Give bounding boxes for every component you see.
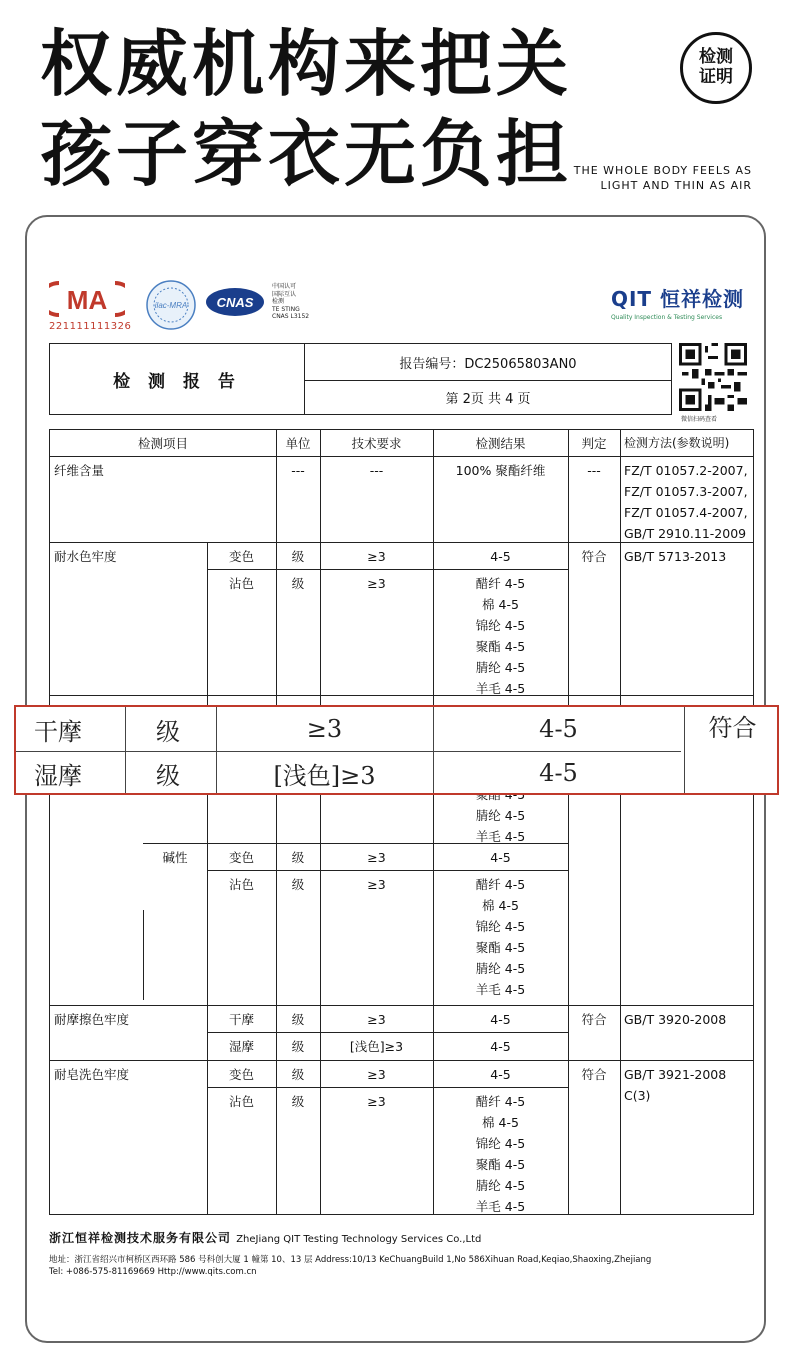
rub-dry-result: 4-5 xyxy=(490,1012,511,1027)
soap-stain-unit: 级 xyxy=(291,1094,305,1109)
result-line: 棉 4-5 xyxy=(482,1115,519,1130)
soap-stain-label: 沾色 xyxy=(228,1094,254,1109)
fiber-judgement: --- xyxy=(587,463,601,478)
water-stain-unit: 级 xyxy=(291,576,305,591)
water-stain-req: ≥3 xyxy=(367,576,386,591)
alkaline-stain-unit: 级 xyxy=(291,877,305,892)
rub-wet-label: 湿摩 xyxy=(228,1039,254,1054)
zoom-wet-unit: 级 xyxy=(156,761,180,790)
method-line: GB/T 3921-2008 xyxy=(624,1067,727,1082)
result-line: 聚酯 4-5 xyxy=(475,1157,526,1172)
zoom-judgement: 符合 xyxy=(708,713,757,742)
test-results-table xyxy=(49,429,754,1215)
footer-address: 地址：浙江省绍兴市柯桥区西环路 586 号科创大厦 1 幢第 10、13 层 Address:10/13 KeChuangBuild 1,No 586Xihuan Road,Keqiao,Shaoxing,Zhejiang xyxy=(49,1255,652,1265)
method-line: FZ/T 01057.3-2007, xyxy=(624,484,748,499)
header-judgement: 判定 xyxy=(581,436,607,451)
water-change-unit: 级 xyxy=(291,549,305,564)
zoom-dry-result: 4-5 xyxy=(539,715,578,743)
soap-change-result: 4-5 xyxy=(490,1067,511,1082)
qit-name: 恒祥检测 xyxy=(660,287,744,311)
cma-logo xyxy=(49,279,125,319)
result-line: 羊毛 4-5 xyxy=(475,829,526,844)
svg-text:MA: MA xyxy=(66,285,108,315)
result-line: 羊毛 4-5 xyxy=(475,982,526,997)
cnas-caption xyxy=(272,283,309,321)
qit-logo xyxy=(611,283,744,321)
header-method: 检测方法(参数说明) xyxy=(624,436,730,450)
alkaline-label: 碱性 xyxy=(162,850,188,865)
report-title: 检 测 报 告 xyxy=(49,343,305,415)
tagline xyxy=(574,163,752,193)
footer-company-en: ZheJiang QIT Testing Technology Services Co.,Ltd xyxy=(236,1234,482,1245)
water-change-label: 变色 xyxy=(228,549,254,564)
water-judgement: 符合 xyxy=(581,549,607,564)
cnas-caption-line: 检测 xyxy=(272,298,285,305)
result-line: 醋纤 4-5 xyxy=(475,1094,526,1109)
certification-logos xyxy=(27,217,764,337)
result-line: 锦纶 4-5 xyxy=(475,1136,526,1151)
report-number: 报告编号：DC25065803AN0 xyxy=(304,343,672,381)
rub-item: 耐摩擦色牢度 xyxy=(54,1012,130,1027)
result-line: 棉 4-5 xyxy=(482,597,519,612)
result-line: 腈纶 4-5 xyxy=(475,660,526,675)
verification-badge xyxy=(680,32,752,104)
result-line: 羊毛 4-5 xyxy=(475,1199,526,1214)
water-stain-results xyxy=(433,571,568,701)
result-line: 醋纤 4-5 xyxy=(475,877,526,892)
tagline-line-2: LIGHT AND THIN AS AIR xyxy=(600,179,752,192)
zoom-dry-unit: 级 xyxy=(156,717,180,746)
report-page: 第 2页 共 4 页 xyxy=(304,380,672,415)
cnas-caption-line: TE STING xyxy=(272,305,300,313)
qit-brand: QIT xyxy=(610,287,653,311)
header-result: 检测结果 xyxy=(475,436,526,451)
cnas-logo xyxy=(205,287,265,317)
result-line: 锦纶 4-5 xyxy=(475,618,526,633)
cma-number: 221111111326 xyxy=(49,321,132,332)
fiber-unit: --- xyxy=(291,463,305,478)
tagline-line-1: THE WHOLE BODY FEELS AS xyxy=(573,164,752,177)
qr-caption: 微信扫码查看 xyxy=(681,416,718,423)
qr-code xyxy=(679,343,747,411)
result-line: 腈纶 4-5 xyxy=(475,808,526,823)
footer-company xyxy=(49,1229,481,1246)
rub-dry-req: ≥3 xyxy=(367,1012,386,1027)
footer-contact: Tel: +086-575-81169669 Http://www.qits.com.cn xyxy=(49,1267,257,1277)
zoom-wet-label: 湿摩 xyxy=(34,761,82,790)
result-line: 腈纶 4-5 xyxy=(475,961,526,976)
result-line: 聚酯 4-5 xyxy=(475,639,526,654)
svg-text:ilac-MRA: ilac-MRA xyxy=(154,301,188,310)
soap-change-unit: 级 xyxy=(291,1067,305,1082)
method-line: FZ/T 01057.4-2007, xyxy=(624,505,748,520)
result-line: 羊毛 4-5 xyxy=(475,681,526,696)
qit-subtitle: Quality Inspection & Testing Services xyxy=(610,314,723,321)
headline-line-1: 权威机构来把关 xyxy=(40,22,573,106)
alkaline-change-label: 变色 xyxy=(228,850,254,865)
water-item: 耐水色牢度 xyxy=(54,549,117,564)
zoom-wet-result: 4-5 xyxy=(539,759,578,787)
result-line: 棉 4-5 xyxy=(482,898,519,913)
method-line: C(3) xyxy=(624,1088,651,1103)
water-stain-label: 沾色 xyxy=(228,576,254,591)
soap-method xyxy=(620,1062,730,1108)
rub-judgement: 符合 xyxy=(581,1012,607,1027)
alkaline-change-req: ≥3 xyxy=(367,850,386,865)
result-line: 腈纶 4-5 xyxy=(475,1178,526,1193)
soap-stain-results xyxy=(433,1089,568,1219)
soap-change-label: 变色 xyxy=(228,1067,254,1082)
water-method: GB/T 5713-2013 xyxy=(624,549,727,564)
fiber-item: 纤维含量 xyxy=(54,463,105,478)
header-unit: 单位 xyxy=(285,436,311,451)
headline-line-2: 孩子穿衣无负担 xyxy=(40,112,573,196)
fiber-requirement: --- xyxy=(369,463,384,478)
badge-line-1: 检测 xyxy=(699,47,733,68)
rub-dry-label: 干摩 xyxy=(228,1012,254,1027)
rub-method: GB/T 3920-2008 xyxy=(624,1012,727,1027)
cnas-caption-line: 国际互认 xyxy=(272,290,297,298)
soap-stain-req: ≥3 xyxy=(367,1094,386,1109)
svg-text:CNAS: CNAS xyxy=(216,295,254,310)
cnas-caption-line: CNAS L3152 xyxy=(272,313,310,320)
result-line: 锦纶 4-5 xyxy=(475,919,526,934)
ilac-mra-logo xyxy=(145,279,197,331)
rub-wet-unit: 级 xyxy=(291,1039,305,1054)
rub-wet-result: 4-5 xyxy=(490,1039,511,1054)
alkaline-stain-req: ≥3 xyxy=(367,877,386,892)
water-change-result: 4-5 xyxy=(490,549,511,564)
soap-judgement: 符合 xyxy=(581,1067,607,1082)
water-change-req: ≥3 xyxy=(367,549,386,564)
alkaline-change-unit: 级 xyxy=(291,850,305,865)
badge-line-2: 证明 xyxy=(699,67,733,87)
rub-dry-unit: 级 xyxy=(291,1012,305,1027)
result-line: 聚酯 4-5 xyxy=(475,940,526,955)
result-line: 醋纤 4-5 xyxy=(475,576,526,591)
method-line: GB/T 2910.11-2009 xyxy=(624,526,747,541)
header-requirement: 技术要求 xyxy=(351,436,402,451)
fiber-method xyxy=(620,458,752,546)
soap-change-req: ≥3 xyxy=(367,1067,386,1082)
alkaline-stain-label: 沾色 xyxy=(228,877,254,892)
alkaline-change-result: 4-5 xyxy=(490,850,511,865)
fiber-result: 100% 聚酯纤维 xyxy=(455,463,546,478)
zoom-dry-req: ≥3 xyxy=(306,715,343,743)
soap-item: 耐皂洗色牢度 xyxy=(54,1067,130,1082)
zoom-wet-req: [浅色]≥3 xyxy=(273,761,376,790)
method-line: FZ/T 01057.2-2007, xyxy=(624,463,748,478)
zoom-dry-label: 干摩 xyxy=(34,717,82,746)
zoomed-rub-rows xyxy=(14,705,779,795)
header-item: 检测项目 xyxy=(137,436,188,451)
rub-wet-req: [浅色]≥3 xyxy=(349,1039,404,1054)
alkaline-stain-results xyxy=(433,872,568,1002)
cnas-caption-line: 中国认可 xyxy=(272,283,297,290)
footer-company-cn: 浙江恒祥检测技术服务有限公司 xyxy=(49,1231,232,1245)
